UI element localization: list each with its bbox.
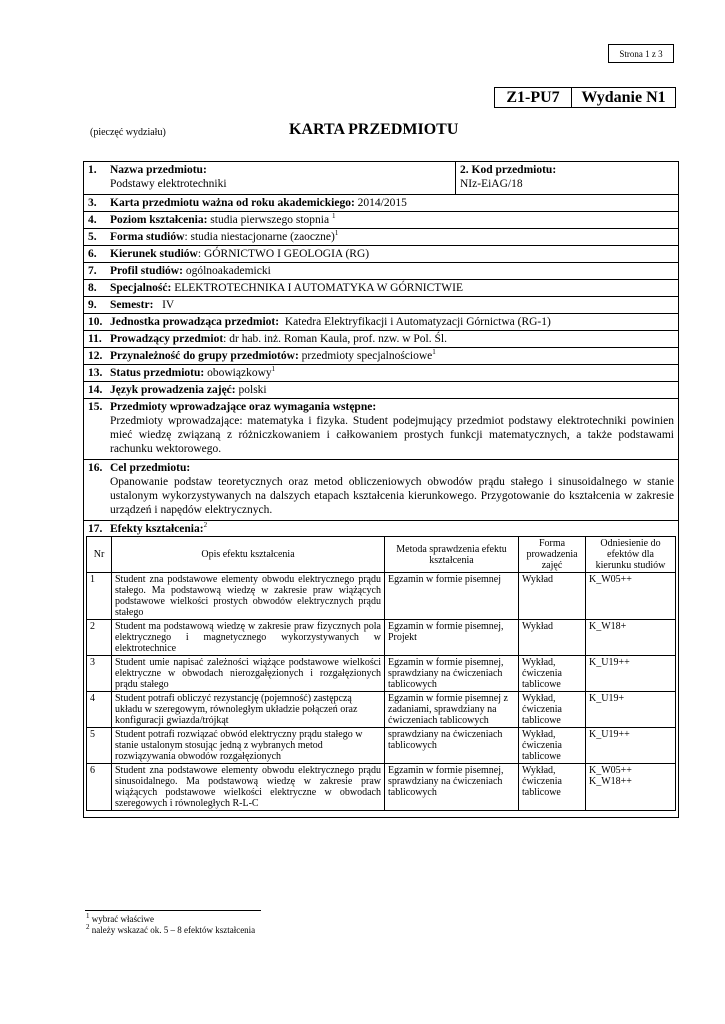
field-course-goal: 16. Cel przedmiotu: Opanowanie podstaw teoretycznych oraz metod obliczeniowych obwodów prądu stałego i sinusoidalnego w stanie ustalonym wykorzystywanych na dalszych etapach kształcenia kierunkowego. Przygotowanie do kształcenia w zakresie urządzeń i napędów elektrycznych. (84, 460, 679, 521)
table-row: 1 Student zna podstawowe elementy obwodu elektrycznego prądu stałego. Ma podstawową wiedzę w zakresie praw wiążących podstawowe wielkości prostych obwodów elektrycznych prądu stałego Egzamin w formie pisemnej Wykład K_W05++ (87, 573, 676, 620)
document-edition: Wydanie N1 (581, 89, 666, 106)
table-row: 3 Student umie napisać zależności wiążące podstawowe wielkości elektryczne w obwodach nierozgałęzionych i rozgałęzionych prądu stałego Egzamin w formie pisemnej, sprawdziany na ćwiczeniach tablicowych Wykład, ćwiczenia tablicowe K_U19++ (87, 656, 676, 692)
column-header-reference: Odniesienie do efektów dla kierunku studiów (586, 537, 676, 573)
document-code: Z1-PU7 (495, 88, 572, 107)
field-level: 4. Poziom kształcenia: studia pierwszego stopnia $^1$ (84, 212, 679, 229)
field-prerequisites: 15. Przedmioty wprowadzające oraz wymagania wstępne: Przedmioty wprowadzające: matematyka i fizyka. Student podejmujący przedmiot podstawy elektrotechniki powinien mieć wiedzę związaną z różniczkowaniem i całkowaniem prostych funkcji matematycznych, a także podstawami rachunku wektorowego. (84, 399, 679, 460)
table-row: 5 Student potrafi rozwiązać obwód elektryczny prądu stałego w stanie ustalonym stosując jedną z wybranych metod rozwiązywania obwodów rozgałęzionych sprawdziany na ćwiczeniach tablicowych Wykład, ćwiczenia tablicowe K_U19++ (87, 728, 676, 764)
row-1-2 (84, 162, 679, 195)
column-header-form: Forma prowadzenia zajęć (519, 537, 586, 573)
page-number: Strona 1 z 3 (608, 44, 674, 63)
field-course-code: 2. Kod przedmiotu: NIz-EiAG/18 (456, 162, 679, 195)
table-row: 6 Student zna podstawowe elementy obwodu elektrycznego prądu sinusoidalnego. Ma podstawową wiedzę w zakresie praw wiążących podstawowe wielkości elektryczne w obwodach szeregowych i równoległych R-L-C Egzamin w formie pisemnej, sprawdziany na ćwiczeniach tablicowych Wykład, ćwiczenia tablicowe K_W05++ K_W18++ (87, 764, 676, 811)
field-profile: 7. Profil studiów: ogólnoakademicki (84, 263, 679, 280)
field-semester: 9. Semestr: IV (84, 297, 679, 314)
field-learning-outcomes: 17. Efekty kształcenia:$^2$ Nr Opis efektu kształcenia Metoda sprawdzenia efektu kształcenia Forma prowadzenia zajęć Odniesienie do efektów dla kierunku studiów 1 Student zna podstawowe elementy obwodu elektrycznego prądu stałego. Ma podstawową wiedzę w zakresie praw wiążących podstawowe wielkości prostych obwodów elektrycznych prądu stałego Egzamin w formie pisemnej Wykład K_W05++ 2 Student ma podstawową wiedzę w zakresie praw fizycznych pola elektrycznego i magnetycznego wykorzystywanych w elektrotechnice Egzamin w formie pisemnej, Projekt Wykład K_W18+ 3 Student umie napisać zależności wiążące podstawowe wielkości elektryczne w obwodach nierozgałęzionych i rozgałęzionych prądu stałego Egzamin w formie pisemnej, sprawdziany na ćwiczeniach tablicowych Wykład, ćwiczenia tablicowe K_U19++ 4 Student potrafi obliczyć rezystancję (pojemność) zastępczą układu w szeregowym, równoległym układzie połączeń oraz konfiguracji gwiazda/trójkąt Egzamin w formie pisemnej z zadaniami, sprawdziany na ćwiczeniach tablicowych Wykład, ćwiczenia tablicowe K_U19+ 5 Student potrafi rozwiązać obwód elektryczny prądu stałego w stanie ustalonym stosując jedną z wybranych metod rozwiązywania obwodów rozgałęzionych sprawdziany na ćwiczeniach tablicowych Wykład, ćwiczenia tablicowe K_U19++ 6 Student zna podstawowe elementy obwodu elektrycznego prądu sinusoidalnego. Ma podstawową wiedzę w zakresie praw wiążących podstawowe wielkości elektryczne w obwodach szeregowych i równoległych R-L-C Egzamin w formie pisemnej, sprawdziany na ćwiczeniach tablicowych Wykład, ćwiczenia tablicowe K_W05++ K_W18++ (84, 521, 679, 818)
field-value: Przedmioty wprowadzające: matematyka i fizyka. Student podejmujący przedmiot podstawy elektrotechniki powinien mieć wiedzę związaną z różniczkowaniem i całkowaniem prostych funkcji matematycznych, a także podstawami rachunku wektorowego. (110, 415, 674, 455)
field-language: 14. Język prowadzenia zajęć: polski (84, 382, 679, 399)
column-header-method: Metoda sprawdzenia efektu kształcenia (385, 537, 519, 573)
field-unit: 10. Jednostka prowadząca przedmiot: Katedra Elektryfikacji i Automatyzacji Górnictwa (RG-1) (84, 314, 679, 331)
footnote-separator (85, 910, 261, 911)
field-course-name: 1. Nazwa przedmiotu: Podstawy elektrotechniki (84, 162, 456, 195)
footnote-2: $^2$ należy wskazać ok. 5 – 8 efektów kształcenia (86, 923, 256, 935)
document-code-box (494, 87, 676, 108)
field-label: Kod przedmiotu: (471, 164, 557, 176)
page-title: KARTA PRZEDMIOTU (289, 121, 459, 138)
table-header-row (87, 537, 676, 573)
field-value: NIz-EiAG/18 (460, 178, 523, 190)
footnote-1: $^1$ wybrać właściwe (86, 912, 154, 924)
field-value: Podstawy elektrotechniki (110, 178, 227, 190)
field-study-form: 5. Forma studiów: studia niestacjonarne (zaoczne)$^1$ (84, 229, 679, 246)
field-label: Nazwa przedmiotu: (110, 164, 207, 176)
field-status: 13. Status przedmiotu: obowiązkowy$^1$ (84, 365, 679, 382)
table-row: 4 Student potrafi obliczyć rezystancję (pojemność) zastępczą układu w szeregowym, równoległym układzie połączeń oraz konfiguracji gwiazda/trójkąt Egzamin w formie pisemnej z zadaniami, sprawdziany na ćwiczeniach tablicowych Wykład, ćwiczenia tablicowe K_U19+ (87, 692, 676, 728)
field-group: 12. Przynależność do grupy przedmiotów: przedmioty specjalnościowe$^1$ (84, 348, 679, 365)
column-header-nr: Nr (87, 537, 112, 573)
learning-outcomes-table (86, 536, 676, 811)
field-value: Opanowanie podstaw teoretycznych oraz metod obliczeniowych obwodów prądu stałego i sinusoidalnego w stanie ustalonym wykorzystywanych na dalszych etapach kształcenia kierunkowego. Przygotowanie do kształcenia w zakresie urządzeń i napędów elektrycznych. (110, 476, 674, 516)
field-field-of-study: 6. Kierunek studiów: GÓRNICTWO I GEOLOGIA (RG) (84, 246, 679, 263)
faculty-stamp-label: (pieczęć wydziału) (90, 127, 166, 138)
field-specialization: 8. Specjalność: ELEKTROTECHNIKA I AUTOMATYKA W GÓRNICTWIE (84, 280, 679, 297)
table-row: 2 Student ma podstawową wiedzę w zakresie praw fizycznych pola elektrycznego i magnetycznego wykorzystywanych w elektrotechnice Egzamin w formie pisemnej, Projekt Wykład K_W18+ (87, 620, 676, 656)
field-academic-year: 3. Karta przedmiotu ważna od roku akademickiego: 2014/2015 (84, 195, 679, 212)
field-lecturer: 11. Prowadzący przedmiot: dr hab. inż. Roman Kaula, prof. nzw. w Pol. Śl. (84, 331, 679, 348)
column-header-description: Opis efektu kształcenia (112, 537, 385, 573)
course-card-table (83, 161, 679, 818)
